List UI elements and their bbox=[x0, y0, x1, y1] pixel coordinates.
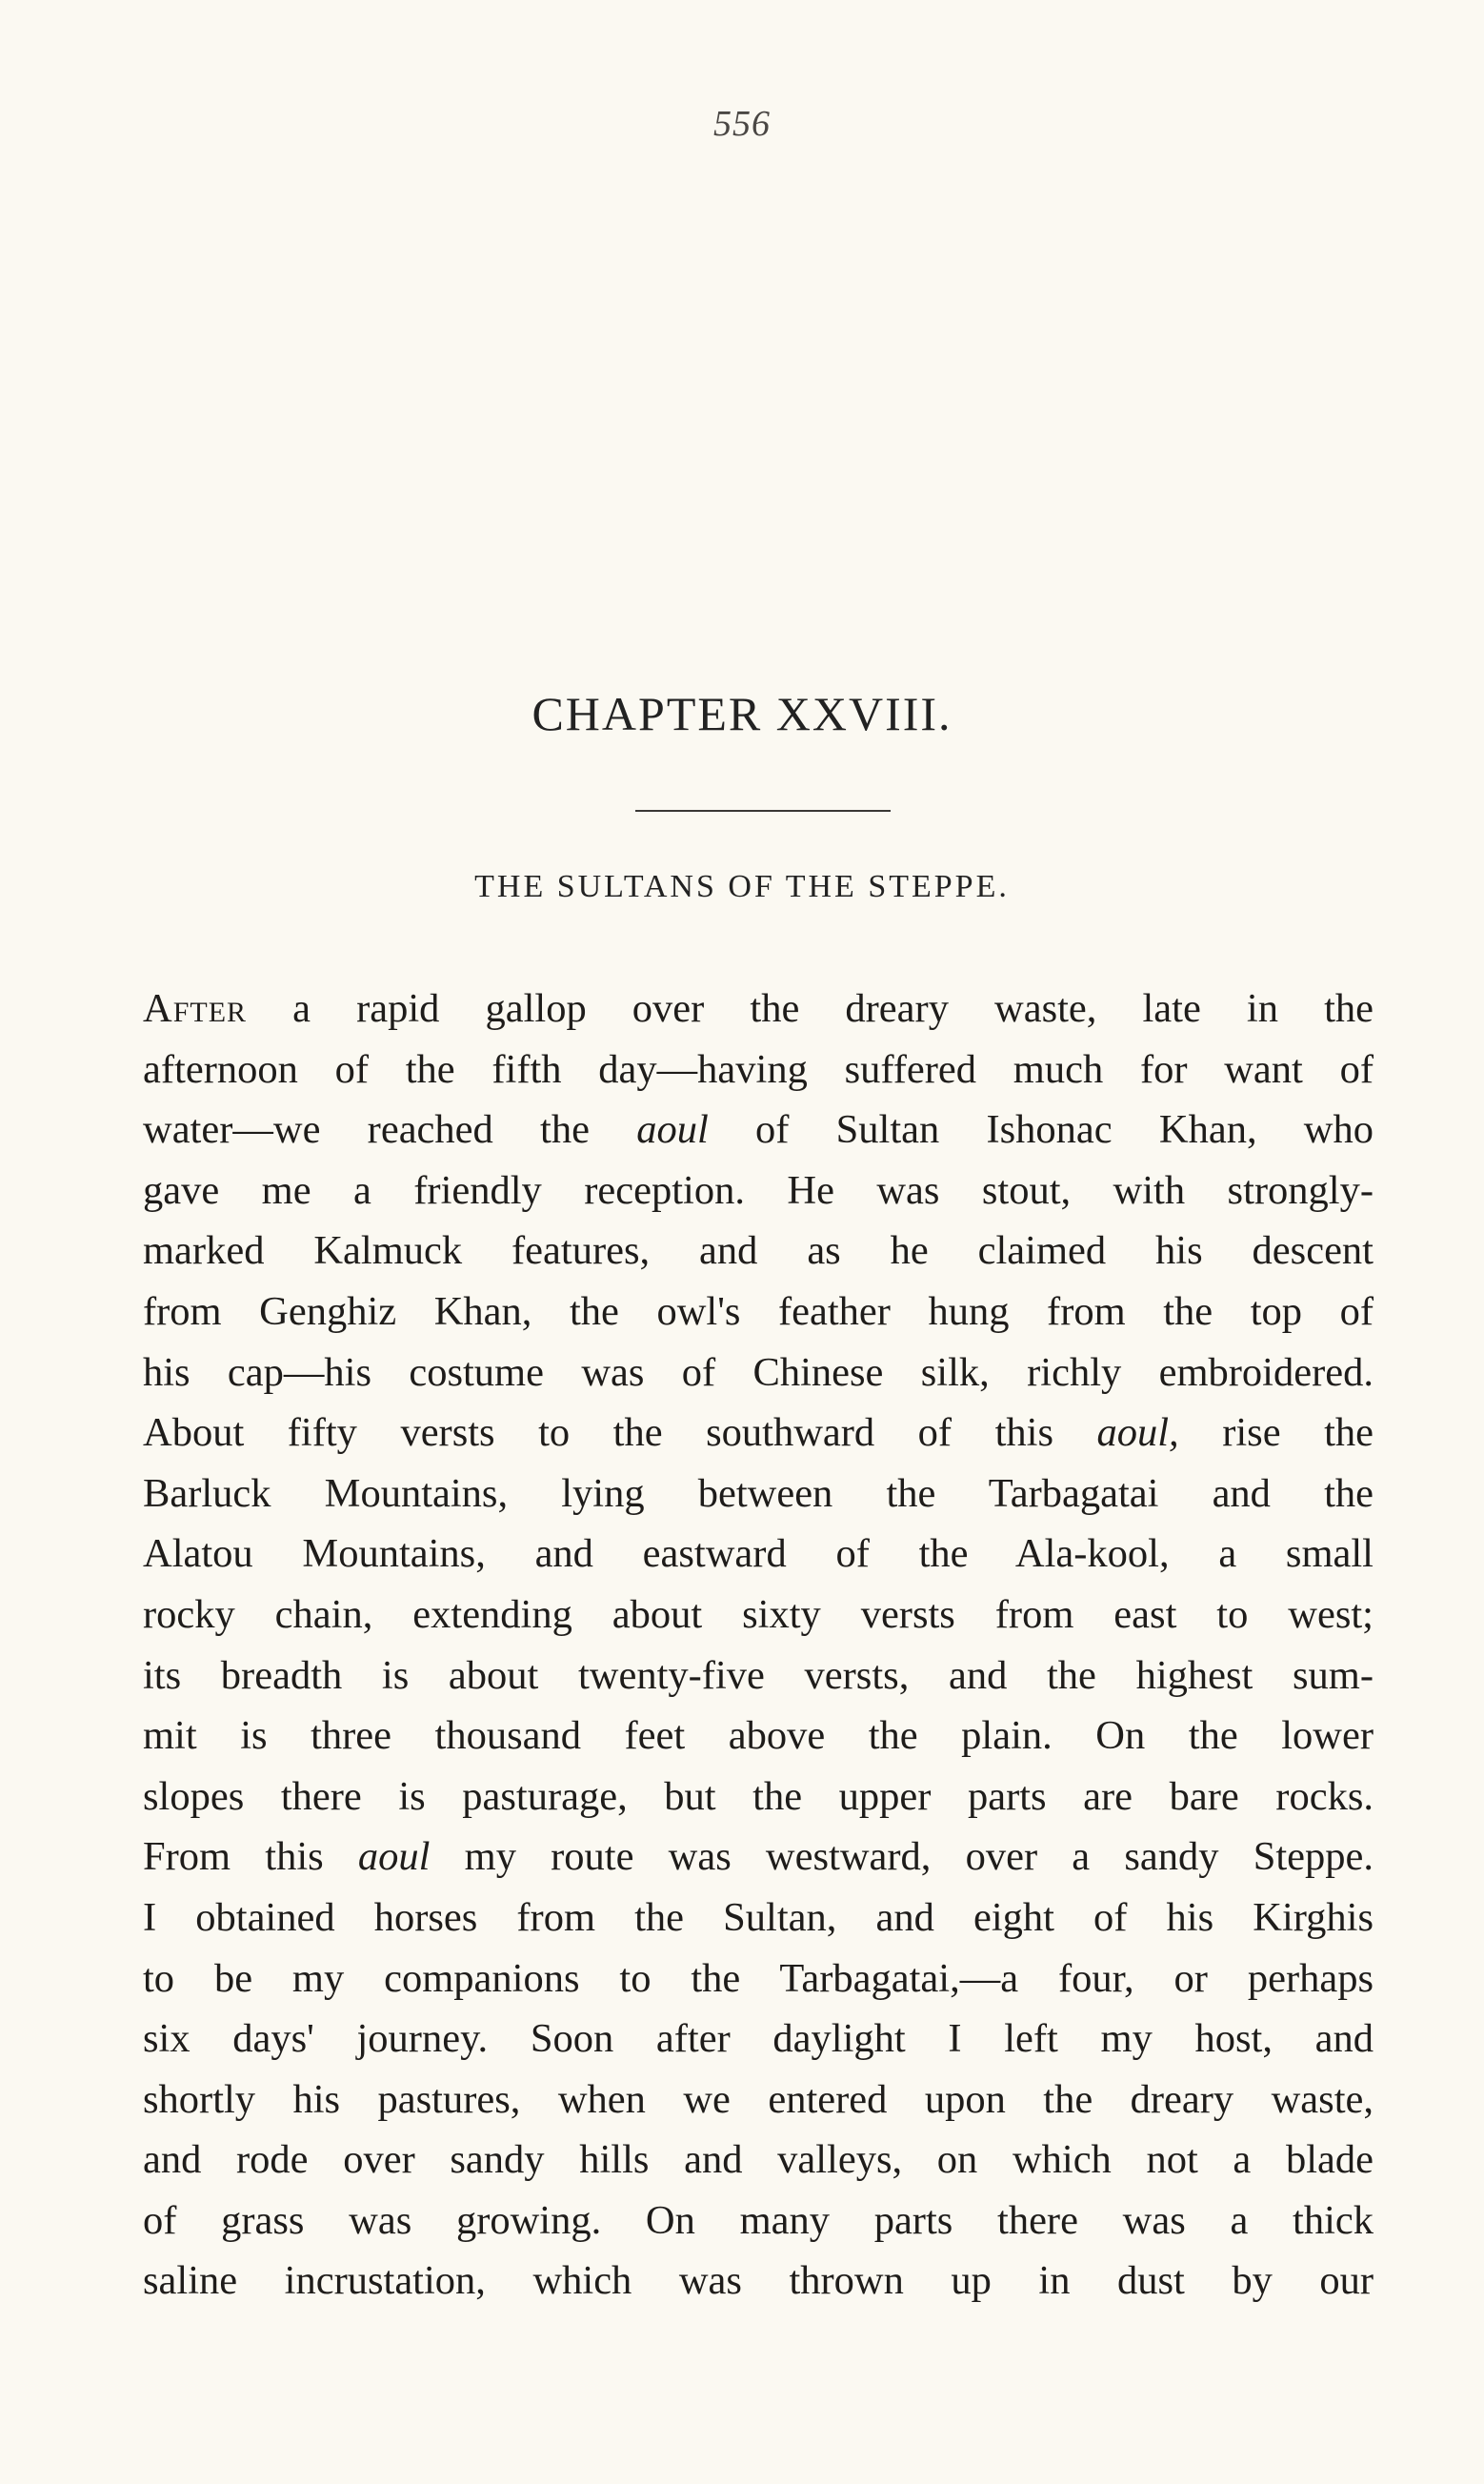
text-line: marked Kalmuck features, and as he claimed his descent bbox=[143, 1228, 1374, 1274]
text-line: slopes there is pasturage, but the upper parts are bare rocks. bbox=[143, 1773, 1374, 1819]
italic-term: aoul, bbox=[1096, 1410, 1179, 1456]
text-line: From this aoul my route was westward, over a sandy Steppe. bbox=[143, 1834, 1374, 1880]
chapter-title: CHAPTER XXVIII. bbox=[531, 687, 953, 740]
body-text bbox=[143, 979, 1374, 2312]
chapter-rule bbox=[635, 810, 891, 812]
text-line: to be my companions to the Tarbagatai,—a four, or perhaps bbox=[143, 1955, 1374, 2001]
text-line: After a rapid gallop over the dreary waste, late in the bbox=[143, 986, 1374, 1031]
italic-term: aoul bbox=[357, 1834, 431, 1880]
text-line: from Genghiz Khan, the owl's feather hung from the top of bbox=[143, 1288, 1374, 1334]
text-line: shortly his pastures, when we entered upon the dreary waste, bbox=[143, 2076, 1374, 2122]
text-line: six days' journey. Soon after daylight I left my host, and bbox=[143, 2016, 1374, 2062]
text-line: Alatou Mountains, and eastward of the Ala-kool, a small bbox=[143, 1531, 1374, 1577]
text-line: I obtained horses from the Sultan, and eight of his Kirghis bbox=[143, 1894, 1374, 1940]
chapter-subtitle: THE SULTANS OF THE STEPPE. bbox=[474, 869, 1010, 904]
opening-word: After bbox=[143, 986, 248, 1031]
text-line: gave me a friendly reception. He was stout, with strongly- bbox=[143, 1167, 1374, 1213]
italic-term: aoul bbox=[636, 1107, 709, 1153]
text-line: water—we reached the aoul of Sultan Ishonac Khan, who bbox=[143, 1107, 1374, 1153]
text-line: its breadth is about twenty-five versts, and the highest sum- bbox=[143, 1652, 1374, 1698]
text-line: and rode over sandy hills and valleys, on which not a blade bbox=[143, 2137, 1374, 2183]
text-line: of grass was growing. On many parts there was a thick bbox=[143, 2197, 1374, 2243]
text-line: rocky chain, extending about sixty versts from east to west; bbox=[143, 1591, 1374, 1637]
text-line: afternoon of the fifth day—having suffered much for want of bbox=[143, 1046, 1374, 1092]
text-line: About fifty versts to the southward of this aoul, rise the bbox=[143, 1410, 1374, 1456]
text-line: saline incrustation, which was thrown up in dust by our bbox=[143, 2258, 1374, 2304]
text-line: Barluck Mountains, lying between the Tarbagatai and the bbox=[143, 1470, 1374, 1516]
text-line: his cap—his costume was of Chinese silk, richly embroidered. bbox=[143, 1349, 1374, 1395]
text-line: mit is three thousand feet above the plain. On the lower bbox=[143, 1713, 1374, 1759]
page-number: 556 bbox=[713, 104, 771, 144]
